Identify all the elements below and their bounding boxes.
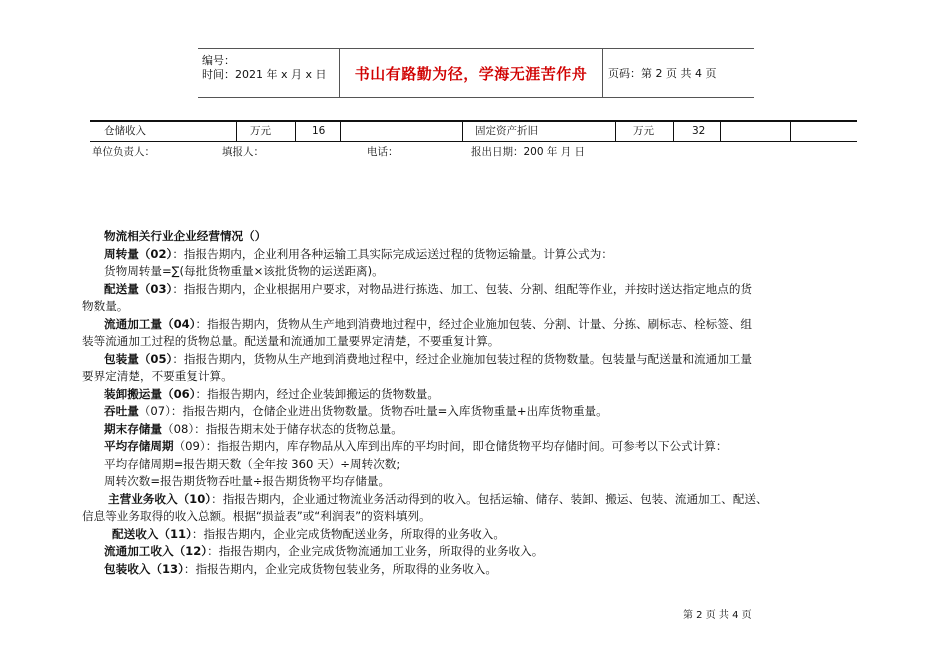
term-label: 包装收入（13） xyxy=(104,561,184,576)
list-item xyxy=(104,281,874,299)
term-label: 期末存储量 xyxy=(104,421,162,436)
term-label: 主营业务收入（10） xyxy=(108,491,212,506)
list-item xyxy=(104,246,874,264)
term-definition: （07）：指报告期内，仓储企业进出货物数量。货物吞吐量=入库货物重量+出库货物重量。 xyxy=(138,404,608,418)
list-item xyxy=(112,526,874,544)
term-definition: ：指报告期内，经过企业装卸搬运的货物数量。 xyxy=(195,386,439,401)
term-definition: ：指报告期内，货物从生产地到消费地过程中，经过企业施加包装、分割、计量、分拣、刷标志、栓标签、组 xyxy=(195,316,753,331)
list-item xyxy=(82,298,874,316)
list-item xyxy=(104,456,874,474)
cell-item: 仓储收入 xyxy=(104,125,146,137)
list-item xyxy=(104,473,874,491)
term-definition: ：指报告期内，企业完成货物包装业务，所取得的业务收入。 xyxy=(183,561,497,576)
number-label: 编号： xyxy=(202,54,235,67)
definition-list xyxy=(82,246,874,579)
term-definition: ：指报告期内，货物从生产地到消费地过程中，经过企业施加包装过程的货物数量。包装量与配送量和流通加工量 xyxy=(172,351,753,366)
page-number-label: 页码：第 2 页 共 4 页 xyxy=(608,67,717,80)
term-label: 平均存储周期 xyxy=(104,439,174,453)
term-definition: 装等流通加工过程的货物总量。配送量和流通加工量要界定清楚，不要重复计算。 xyxy=(82,334,500,348)
cell-item-2: 固定资产折旧 xyxy=(475,125,538,137)
header-meta xyxy=(198,49,338,97)
term-definition: 平均存储周期=报告期天数（全年按 360 天）÷周转次数; xyxy=(104,456,401,471)
list-item xyxy=(104,403,874,421)
motto: 书山有路勤为径，学海无涯苦作舟 xyxy=(339,49,603,97)
term-label: 包装量（05） xyxy=(104,351,173,366)
list-item xyxy=(108,491,874,509)
term-label: 装卸搬运量（06） xyxy=(104,386,196,401)
list-item xyxy=(104,316,874,334)
term-definition: 周转次数=报告期货物吞吐量÷报告期货物平均存储量。 xyxy=(104,474,391,488)
term-definition: 要界定清楚，不要重复计算。 xyxy=(82,369,233,383)
list-item xyxy=(104,561,874,579)
document-body xyxy=(82,228,874,578)
term-definition: ：指报告期内，企业完成货物流通加工业务，所取得的业务收入。 xyxy=(207,544,544,558)
page-header xyxy=(198,48,754,98)
list-item xyxy=(82,508,874,526)
term-definition: ：指报告期内，企业根据用户要求，对物品进行拣选、加工、包装、分割、组配等作业，并按时送达指定地点的货 xyxy=(172,281,753,296)
list-item xyxy=(104,263,874,281)
term-definition: 物数量。 xyxy=(82,299,129,313)
list-item xyxy=(104,421,874,439)
term-label: 配送收入（11） xyxy=(112,526,192,541)
term-definition: 信息等业务取得的收入总额。根据“损益表”或“利润表”的资料填列。 xyxy=(82,509,431,523)
list-item xyxy=(104,351,874,369)
term-label: 周转量（02） xyxy=(104,246,173,261)
term-definition: （09）：指报告期内，库存物品从入库到出库的平均时间，即仓储货物平均存储时间。可参考以下公式计算： xyxy=(173,439,728,453)
page-footer: 第 2 页 共 4 页 xyxy=(683,610,752,621)
list-item xyxy=(104,543,874,561)
cell-value-2: 32 xyxy=(692,125,706,137)
term-label: 配送量（03） xyxy=(104,281,173,296)
cell-unit-2: 万元 xyxy=(633,125,654,137)
section-title: 物流相关行业企业经营情况（） xyxy=(104,229,267,243)
report-date-label: 报出日期：200 年 月 日 xyxy=(471,146,586,158)
term-definition: ：指报告期内，企业利用各种运输工具实际完成运送过程的货物运输量。计算公式为： xyxy=(172,246,613,261)
table-row xyxy=(90,120,857,142)
term-definition: （08）：指报告期末处于储存状态的货物总量。 xyxy=(161,421,403,436)
term-definition: ：指报告期内，企业完成货物配送业务，所取得的业务收入。 xyxy=(191,526,505,541)
term-label: 流通加工量（04） xyxy=(104,316,196,331)
list-item xyxy=(82,368,874,386)
list-item xyxy=(104,438,874,456)
unit-head-label: 单位负责人： xyxy=(92,146,155,158)
term-definition: 货物周转量=∑(每批货物重量×该批货物的运送距离)。 xyxy=(104,264,384,278)
term-label: 吞吐量 xyxy=(104,404,139,418)
list-item xyxy=(104,386,874,404)
filler-label: 填报人： xyxy=(222,146,264,158)
term-label: 流通加工收入（12） xyxy=(104,544,208,558)
term-definition: ：指报告期内，企业通过物流业务活动得到的收入。包括运输、储存、装卸、搬运、包装、流通加工、配送、 xyxy=(211,491,768,506)
cell-unit: 万元 xyxy=(250,125,271,137)
date-label: 时间：2021 年 x 月 x 日 xyxy=(202,68,327,81)
phone-label: 电话： xyxy=(367,146,399,158)
list-item xyxy=(82,333,874,351)
cell-value: 16 xyxy=(312,125,326,137)
